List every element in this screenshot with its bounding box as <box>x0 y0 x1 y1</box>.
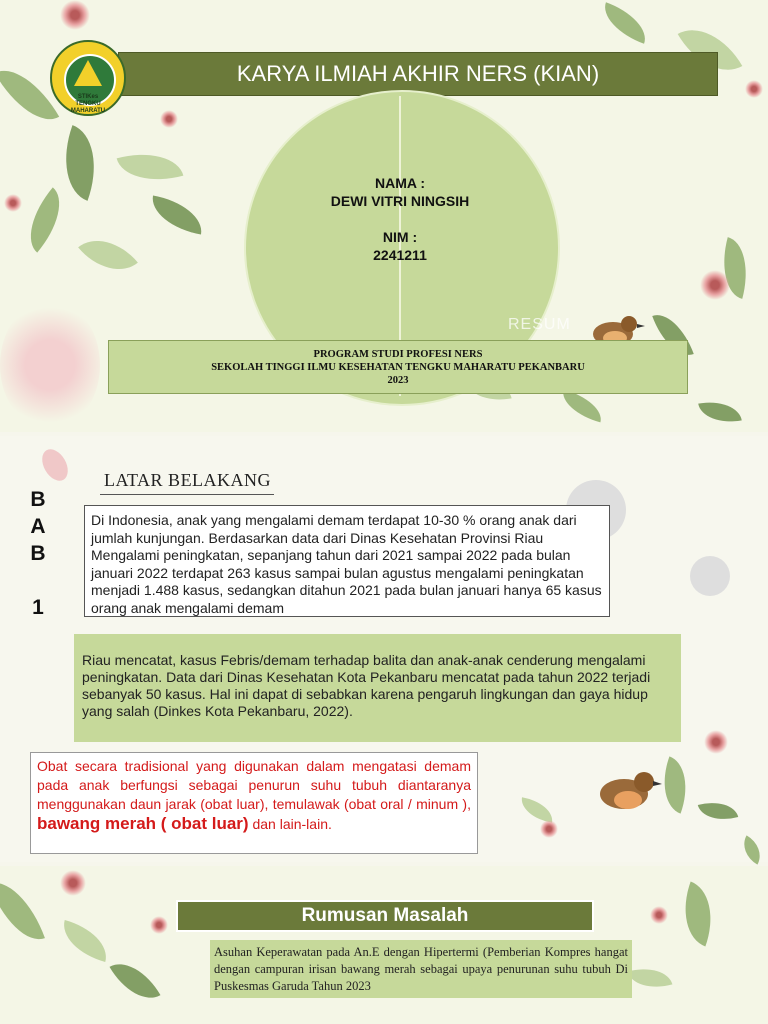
leaf-decoration <box>78 224 138 285</box>
program-year: 2023 <box>387 375 409 386</box>
leaf-decoration <box>57 920 113 962</box>
bab-letter: B <box>30 488 46 511</box>
paragraph-3-highlight: bawang merah ( obat luar) <box>37 814 249 833</box>
leaf-decoration <box>117 143 184 191</box>
leaf-decoration <box>148 196 206 235</box>
paragraph-3-end: dan lain-lain. <box>248 816 332 832</box>
page-title: KARYA ILMIAH AKHIR NERS (KIAN) <box>236 61 600 86</box>
bab-letter: B <box>30 542 46 565</box>
flower-decoration <box>540 820 558 838</box>
leaf-decoration <box>110 952 161 1010</box>
title-slide <box>0 0 768 432</box>
watermark-text: RESUM <box>508 316 571 333</box>
rumusan-text: Asuhan Keperawatan pada An.E dengan Hipertermi (Pemberian Kompres hangat dengan campuran irisan bawang merah sebagai upaya penurunan suhu tubuh Di Puskesmas Garuda Tahun 2023 <box>210 940 632 998</box>
logo-text: STIKes TENGKU MAHARATU <box>70 94 106 114</box>
leaf-decoration <box>597 2 653 44</box>
bab-number: 1 <box>32 596 44 619</box>
paragraph-3-text: Obat secara tradisional yang digunakan dalam mengatasi demam pada anak berfungsi sebagai penurun suhu tubuh diantaranya menggunakan daun jarak (obat luar), temulawak (obat oral / minum ), <box>37 758 471 812</box>
bab-letter: A <box>30 515 46 538</box>
flower-decoration <box>150 916 168 934</box>
program-line-2: SEKOLAH TINGGI ILMU KESEHATAN TENGKU MAHARATU PEKANBARU <box>211 362 585 373</box>
flower-decoration <box>700 270 730 300</box>
leaf-decoration <box>50 125 110 201</box>
flower-decoration <box>60 870 86 896</box>
flower-decoration <box>0 300 100 430</box>
leaf-decoration <box>558 390 606 423</box>
nim-label: NIM : <box>382 229 418 245</box>
title-bar <box>118 52 718 96</box>
flower-decoration <box>650 906 668 924</box>
circle-decoration <box>690 556 730 596</box>
flower-decoration <box>745 80 763 98</box>
student-info <box>300 174 500 264</box>
bird-illustration <box>590 764 662 816</box>
leaf-decoration <box>698 397 742 428</box>
paragraph-3 <box>30 752 478 854</box>
college-logo <box>50 40 126 116</box>
nim-value: 2241211 <box>373 247 427 263</box>
section-underline <box>100 494 274 495</box>
name-value: DEWI VITRI NINGSIH <box>330 193 470 209</box>
paragraph-2: Riau mencatat, kasus Febris/demam terhadap balita dan anak-anak cenderung mengalami peningkatan. Data dari Dinas Kesehatan Kota Pekanbaru mencatat pada tahun 2022 terjadi sebanyak 50 kasus. Hal ini dapat di sebabkan karena pengaruh lingkungan dan gaya hidup yang salah (Dinkes Kota Pekanbaru, 2022). <box>74 634 681 742</box>
flower-decoration <box>704 730 728 754</box>
leaf-decoration <box>628 961 673 995</box>
name-label: NAMA : <box>374 175 426 191</box>
flower-decoration <box>4 194 22 212</box>
flower-decoration <box>160 110 178 128</box>
leaf-decoration <box>14 187 76 252</box>
leaf-decoration <box>0 872 45 949</box>
leaf-decoration <box>672 882 725 947</box>
paragraph-1: Di Indonesia, anak yang mengalami demam terdapat 10-30 % orang anak dari jumlah kunjungan. Berdasarkan data dari Dinas Kesehatan Provinsi Riau Mengalami peningkatan, sepanjang tahun dari 2021 sampai 2022 pada bulan januari 2022 terdapat 263 kasus sampai bulan agustus mengalami peningkatan menjadi 1.488 kasus, sedangkan ditahun 2021 pada bulan januari hanya 65 kasus orang anak mengalami demam <box>84 505 610 617</box>
program-line-1: PROGRAM STUDI PROFESI NERS <box>313 349 483 360</box>
flower-decoration <box>60 0 90 30</box>
chapter-label <box>28 486 48 621</box>
rumusan-title: Rumusan Masalah <box>176 900 594 932</box>
program-info-box <box>108 340 688 394</box>
section-title: LATAR BELAKANG <box>104 470 272 490</box>
